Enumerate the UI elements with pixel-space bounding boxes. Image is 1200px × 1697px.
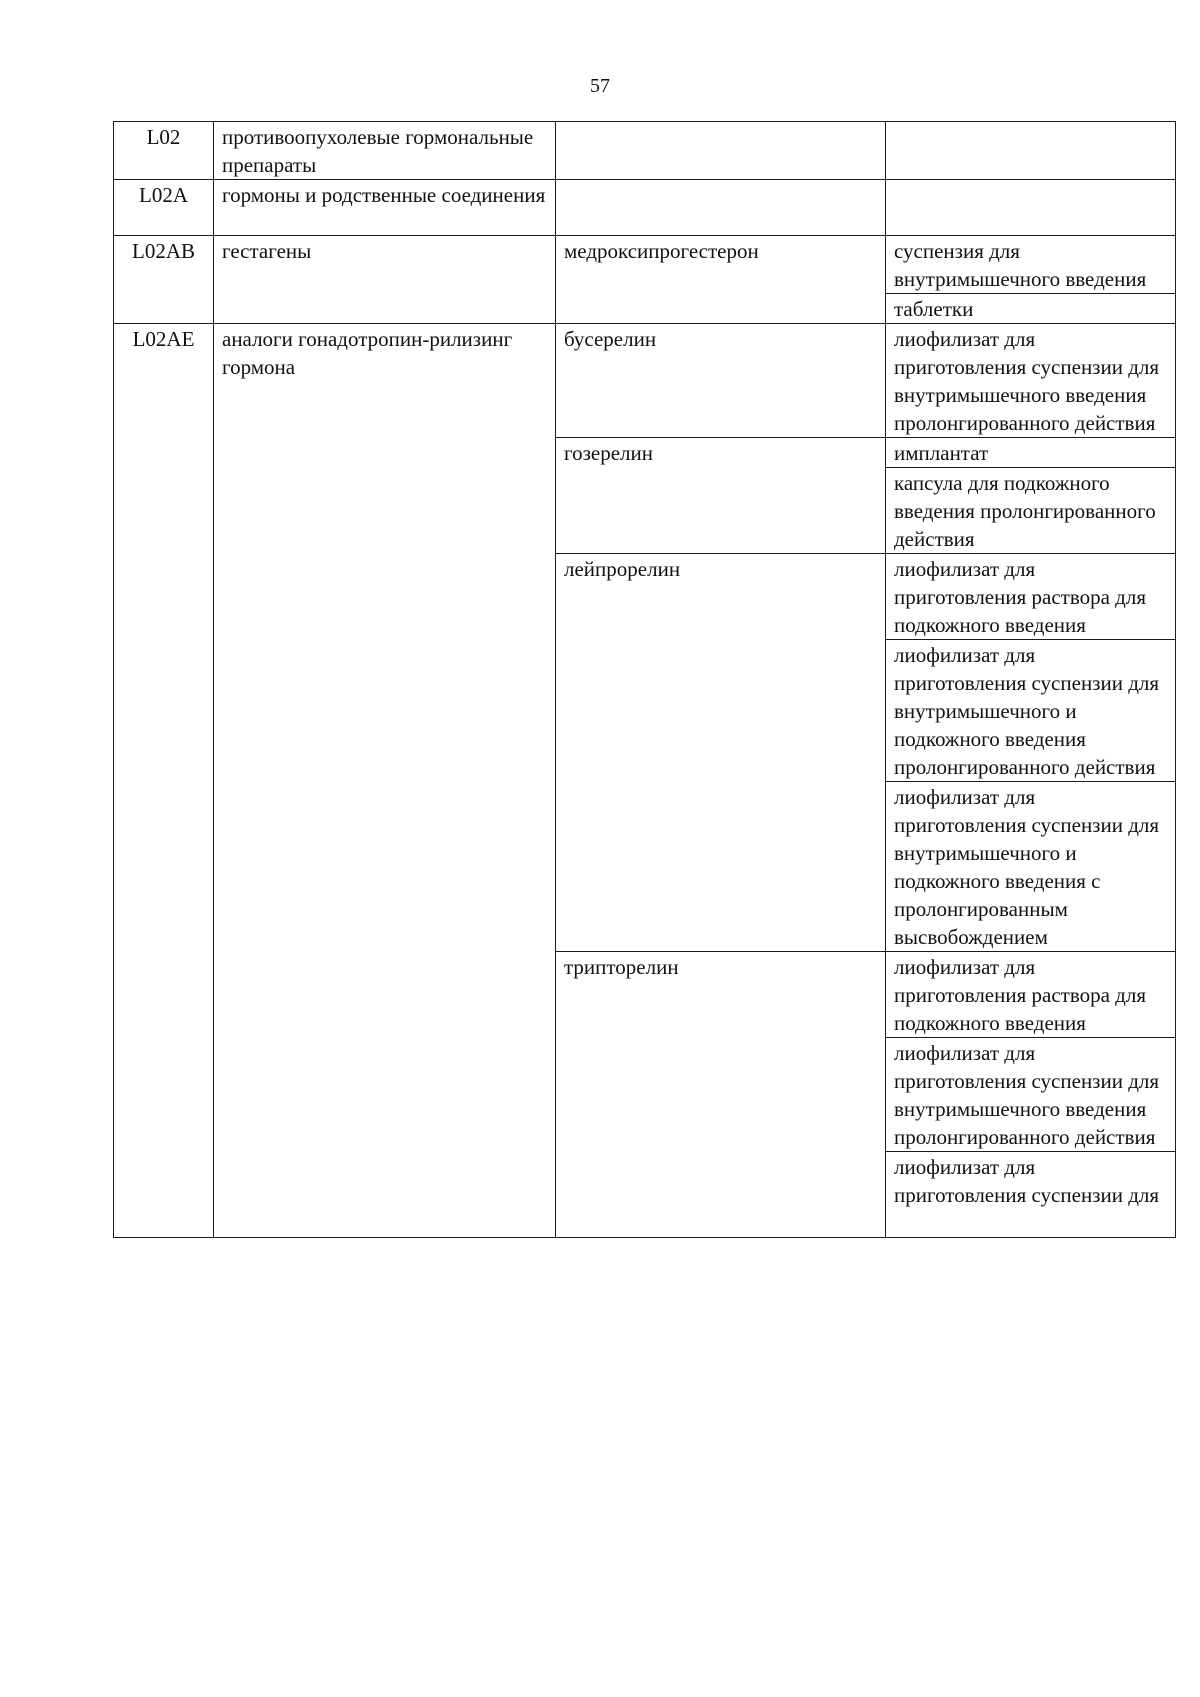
drug-name-cell: трипторелин — [556, 952, 886, 1238]
page-number: 57 — [590, 75, 610, 97]
group-name-cell: гестагены — [214, 236, 556, 324]
table-row-l02ae — [114, 324, 1176, 438]
drug-classification-table — [113, 121, 1176, 1238]
dosage-form-cell: лиофилизат для приготовления раствора для подкожного введения — [886, 554, 1176, 640]
dosage-form-cell: лиофилизат для приготовления суспензии для — [886, 1152, 1176, 1238]
group-name-cell: аналоги гонадотропин-рилизинг гормона — [214, 324, 556, 1238]
table-row-l02a — [114, 180, 1176, 236]
dosage-form-cell — [886, 122, 1176, 180]
atc-code-cell: L02 — [114, 122, 214, 180]
dosage-form-cell: лиофилизат для приготовления суспензии для внутримышечного и подкожного введения пролонгированного действия — [886, 640, 1176, 782]
group-name-cell: гормоны и родственные соединения — [214, 180, 556, 236]
dosage-form-cell — [886, 180, 1176, 236]
dosage-form-cell: суспензия для внутримышечного введения — [886, 236, 1176, 294]
drug-name-cell: медроксипрогестерон — [556, 236, 886, 324]
dosage-form-cell: имплантат — [886, 438, 1176, 468]
group-name-cell: противоопухолевые гормональные препараты — [214, 122, 556, 180]
atc-code-cell: L02AE — [114, 324, 214, 1238]
dosage-form-cell: лиофилизат для приготовления суспензии для внутримышечного введения пролонгированного действия — [886, 324, 1176, 438]
dosage-form-cell: капсула для подкожного введения пролонгированного действия — [886, 468, 1176, 554]
atc-code-cell: L02AB — [114, 236, 214, 324]
drug-name-cell: бусерелин — [556, 324, 886, 438]
dosage-form-cell: лиофилизат для приготовления суспензии для внутримышечного введения пролонгированного действия — [886, 1038, 1176, 1152]
drug-name-cell: гозерелин — [556, 438, 886, 554]
atc-code-cell: L02A — [114, 180, 214, 236]
dosage-form-cell: таблетки — [886, 294, 1176, 324]
drug-name-cell — [556, 180, 886, 236]
dosage-form-cell: лиофилизат для приготовления суспензии для внутримышечного и подкожного введения с пролонгированным высвобождением — [886, 782, 1176, 952]
table-row-l02ab — [114, 236, 1176, 294]
table-row-l02 — [114, 122, 1176, 180]
drug-name-cell — [556, 122, 886, 180]
dosage-form-cell: лиофилизат для приготовления раствора для подкожного введения — [886, 952, 1176, 1038]
drug-name-cell: лейпрорелин — [556, 554, 886, 952]
